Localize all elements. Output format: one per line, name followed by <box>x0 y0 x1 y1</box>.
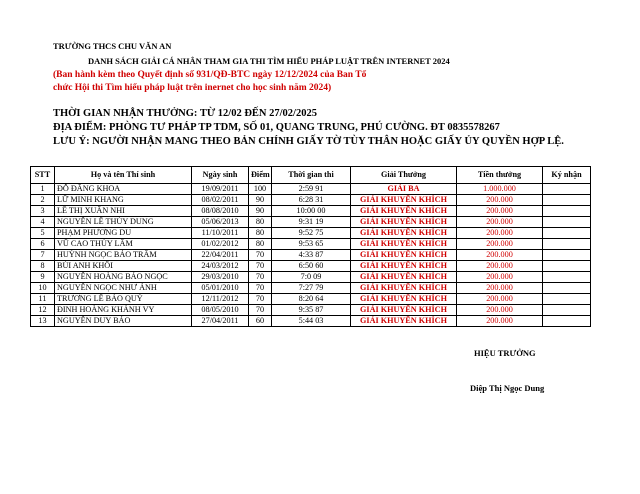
prize-amount: 200.000 <box>457 217 543 228</box>
score: 60 <box>249 316 272 327</box>
signature-cell <box>543 184 591 195</box>
column-header: Giải Thưởng <box>351 167 457 184</box>
exam-time: 5:44 03 <box>272 316 351 327</box>
signer-name: Diệp Thị Ngọc Dung <box>470 383 545 393</box>
score: 70 <box>249 272 272 283</box>
score: 80 <box>249 239 272 250</box>
birth-date: 22/04/2011 <box>192 250 249 261</box>
score: 90 <box>249 206 272 217</box>
award-name: GIẢI KHUYẾN KHÍCH <box>351 250 457 261</box>
award-name: GIẢI KHUYẾN KHÍCH <box>351 316 457 327</box>
birth-date: 08/02/2011 <box>192 195 249 206</box>
prize-amount: 200.000 <box>457 195 543 206</box>
score: 70 <box>249 294 272 305</box>
student-name: VŨ CAO THÙY LÂM <box>55 239 192 250</box>
column-header: Thời gian thi <box>272 167 351 184</box>
signature-cell <box>543 239 591 250</box>
table-row <box>31 228 591 239</box>
row-number: 5 <box>31 228 55 239</box>
decision-note-line-1: (Ban hành kèm theo Quyết định số 931/QĐ-BTC ngày 12/12/2024 của Ban Tổ <box>53 70 367 80</box>
prize-amount: 200.000 <box>457 272 543 283</box>
birth-date: 12/11/2012 <box>192 294 249 305</box>
column-header: Họ và tên Thí sinh <box>55 167 192 184</box>
awards-table <box>30 166 591 327</box>
birth-date: 01/02/2012 <box>192 239 249 250</box>
row-number: 8 <box>31 261 55 272</box>
table-row <box>31 272 591 283</box>
prize-amount: 200.000 <box>457 294 543 305</box>
table-row <box>31 195 591 206</box>
table-row <box>31 250 591 261</box>
signature-cell <box>543 272 591 283</box>
prize-amount: 200.000 <box>457 228 543 239</box>
award-name: GIẢI KHUYẾN KHÍCH <box>351 239 457 250</box>
signature-cell <box>543 305 591 316</box>
award-name: GIẢI KHUYẾN KHÍCH <box>351 228 457 239</box>
exam-time: 9:52 75 <box>272 228 351 239</box>
row-number: 9 <box>31 272 55 283</box>
signature-cell <box>543 206 591 217</box>
score: 80 <box>249 228 272 239</box>
column-header: Điểm <box>249 167 272 184</box>
row-number: 4 <box>31 217 55 228</box>
table-row <box>31 294 591 305</box>
award-name: GIẢI KHUYẾN KHÍCH <box>351 283 457 294</box>
prize-amount: 200.000 <box>457 239 543 250</box>
row-number: 11 <box>31 294 55 305</box>
award-time: THỜI GIAN NHẬN THƯỞNG: TỪ 12/02 ĐẾN 27/02/2025 <box>53 108 317 119</box>
birth-date: 19/09/2011 <box>192 184 249 195</box>
student-name: HUỲNH NGỌC BẢO TRÂM <box>55 250 192 261</box>
school-name: TRƯỜNG THCS CHU VĂN AN <box>53 41 172 51</box>
student-name: LỮ MINH KHANG <box>55 195 192 206</box>
prize-amount: 200.000 <box>457 206 543 217</box>
student-name: NGUYỄN LÊ THÙY DUNG <box>55 217 192 228</box>
prize-amount: 200.000 <box>457 261 543 272</box>
award-name: GIẢI KHUYẾN KHÍCH <box>351 195 457 206</box>
table-row <box>31 184 591 195</box>
prize-amount: 200.000 <box>457 316 543 327</box>
prize-amount: 200.000 <box>457 305 543 316</box>
table-row <box>31 316 591 327</box>
table-row <box>31 217 591 228</box>
award-name: GIẢI KHUYẾN KHÍCH <box>351 217 457 228</box>
score: 70 <box>249 283 272 294</box>
student-name: PHẠM PHƯƠNG DU <box>55 228 192 239</box>
column-header: Tiền thưởng <box>457 167 543 184</box>
row-number: 10 <box>31 283 55 294</box>
document-title: DANH SÁCH GIẢI CÁ NHÂN THAM GIA THI TÌM HIỂU PHÁP LUẬT TRÊN INTERNET 2024 <box>88 56 450 66</box>
row-number: 3 <box>31 206 55 217</box>
student-name: NGUYỄN HOÀNG BẢO NGỌC <box>55 272 192 283</box>
exam-time: 7:0 09 <box>272 272 351 283</box>
prize-amount: 1.000.000 <box>457 184 543 195</box>
exam-time: 2:59 91 <box>272 184 351 195</box>
score: 70 <box>249 250 272 261</box>
prize-amount: 200.000 <box>457 283 543 294</box>
table-row <box>31 261 591 272</box>
student-name: NGUYỄN NGỌC NHƯ ÁNH <box>55 283 192 294</box>
row-number: 12 <box>31 305 55 316</box>
exam-time: 4:33 87 <box>272 250 351 261</box>
student-name: TRƯƠNG LÊ BẢO QUÝ <box>55 294 192 305</box>
birth-date: 05/06/2013 <box>192 217 249 228</box>
row-number: 6 <box>31 239 55 250</box>
award-notice: LƯU Ý: NGƯỜI NHẬN MANG THEO BẢN CHÍNH GIẤY TỜ TÙY THÂN HOẶC GIẤY ỦY QUYỀN HỢP LỆ. <box>53 136 564 147</box>
exam-time: 10:00 00 <box>272 206 351 217</box>
signature-cell <box>543 316 591 327</box>
exam-time: 6:50 60 <box>272 261 351 272</box>
row-number: 7 <box>31 250 55 261</box>
birth-date: 08/08/2010 <box>192 206 249 217</box>
signature-cell <box>543 294 591 305</box>
birth-date: 27/04/2011 <box>192 316 249 327</box>
award-name: GIẢI KHUYẾN KHÍCH <box>351 294 457 305</box>
award-name: GIẢI KHUYẾN KHÍCH <box>351 272 457 283</box>
exam-time: 8:20 64 <box>272 294 351 305</box>
signature-cell <box>543 228 591 239</box>
table-row <box>31 206 591 217</box>
exam-time: 7:27 79 <box>272 283 351 294</box>
table-row <box>31 305 591 316</box>
table-row <box>31 283 591 294</box>
column-header: STT <box>31 167 55 184</box>
signature-cell <box>543 250 591 261</box>
award-name: GIẢI BA <box>351 184 457 195</box>
table-row <box>31 239 591 250</box>
row-number: 2 <box>31 195 55 206</box>
signature-cell <box>543 217 591 228</box>
score: 90 <box>249 195 272 206</box>
signature-cell <box>543 195 591 206</box>
score: 100 <box>249 184 272 195</box>
award-name: GIẢI KHUYẾN KHÍCH <box>351 261 457 272</box>
score: 70 <box>249 261 272 272</box>
score: 70 <box>249 305 272 316</box>
birth-date: 05/01/2010 <box>192 283 249 294</box>
decision-note-line-2: chức Hội thi Tìm hiểu pháp luật trên inernet cho học sinh năm 2024) <box>53 83 332 93</box>
birth-date: 11/10/2011 <box>192 228 249 239</box>
column-header: Ký nhận <box>543 167 591 184</box>
row-number: 13 <box>31 316 55 327</box>
prize-amount: 200.000 <box>457 250 543 261</box>
award-name: GIẢI KHUYẾN KHÍCH <box>351 206 457 217</box>
student-name: LÊ THỊ XUÂN NHI <box>55 206 192 217</box>
exam-time: 9:53 65 <box>272 239 351 250</box>
exam-time: 9:35 87 <box>272 305 351 316</box>
table-header-row <box>31 167 591 184</box>
column-header: Ngày sinh <box>192 167 249 184</box>
award-place: ĐỊA ĐIỂM: PHÒNG TƯ PHÁP TP TDM, SỐ 01, QUANG TRUNG, PHÚ CƯỜNG. ĐT 0835578267 <box>53 122 500 133</box>
award-name: GIẢI KHUYẾN KHÍCH <box>351 305 457 316</box>
principal-title: HIỆU TRƯỞNG <box>474 348 536 358</box>
signature-cell <box>543 261 591 272</box>
signature-cell <box>543 283 591 294</box>
exam-time: 6:28 31 <box>272 195 351 206</box>
student-name: NGUYỄN DUY BẢO <box>55 316 192 327</box>
exam-time: 9:31 19 <box>272 217 351 228</box>
score: 80 <box>249 217 272 228</box>
birth-date: 24/03/2012 <box>192 261 249 272</box>
student-name: ĐINH HOÀNG KHÁNH VY <box>55 305 192 316</box>
birth-date: 08/05/2010 <box>192 305 249 316</box>
student-name: ĐỖ ĐĂNG KHOA <box>55 184 192 195</box>
student-name: BÙI ANH KHÔI <box>55 261 192 272</box>
birth-date: 29/03/2010 <box>192 272 249 283</box>
row-number: 1 <box>31 184 55 195</box>
